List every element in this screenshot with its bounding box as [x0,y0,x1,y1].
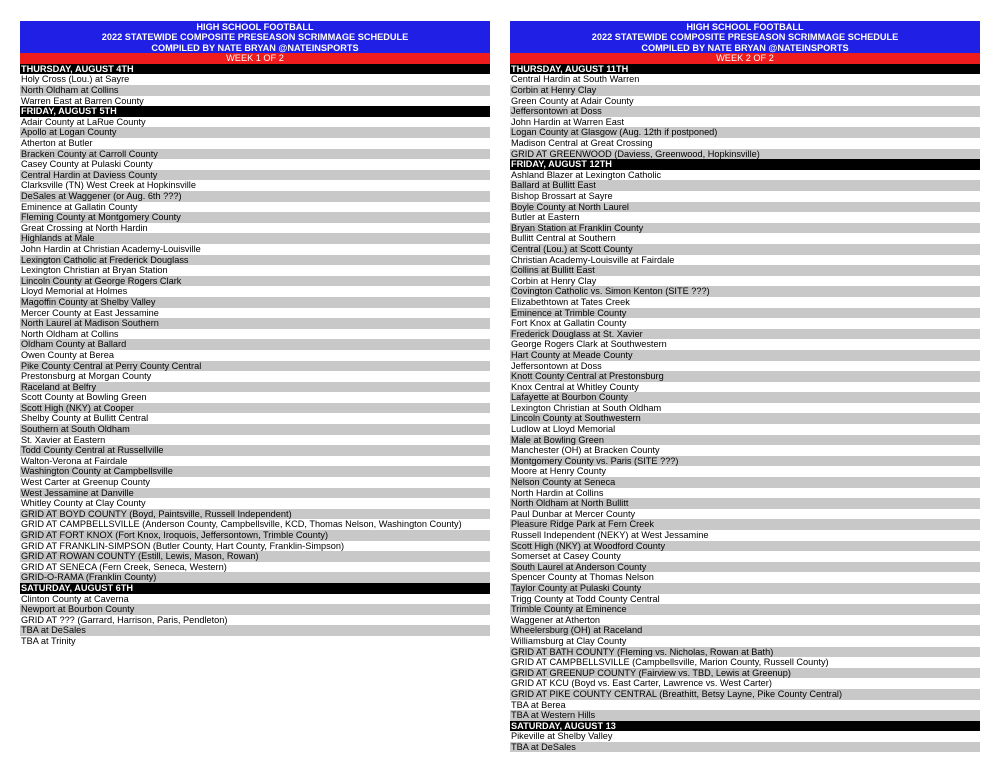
scrimmage-row: GRID AT CAMPBELLSVILLE (Campbellsville, Marion County, Russell County) [511,657,829,668]
scrimmage-row: Green County at Adair County [511,95,634,106]
scrimmage-row: George Rogers Clark at Southwestern [511,339,667,350]
scrimmage-row: Logan County at Glasgow (Aug. 12th if postponed) [510,127,980,138]
scrimmage-row: Fort Knox at Gallatin County [511,318,627,329]
scrimmage-row: Owen County at Berea [21,349,114,360]
scrimmage-row: Madison Central at Great Crossing [511,138,653,149]
scrimmage-row: North Oldham at North Bullitt [510,498,980,509]
scrimmage-row: Prestonsburg at Morgan County [21,371,152,382]
day-header: SATURDAY, AUGUST 13 [510,721,980,732]
scrimmage-row: Apollo at Logan County [20,127,490,138]
scrimmage-row: Magoffin County at Shelby Valley [20,297,490,308]
scrimmage-row: Frederick Douglass at St. Xavier [510,329,980,340]
scrimmage-row: Lafayette at Bourbon County [510,392,980,403]
scrimmage-row: Mercer County at East Jessamine [21,307,159,318]
scrimmage-row: GRID AT ??? (Garrard, Harrison, Paris, Pendleton) [21,614,228,625]
scrimmage-row: Central Hardin at South Warren [511,74,640,85]
scrimmage-row: Lexington Christian at Bryan Station [21,265,168,276]
scrimmage-row: Manchester (OH) at Bracken County [511,445,660,456]
header-subtitle: 2022 STATEWIDE COMPOSITE PRESEASON SCRIMMAGE SCHEDULE [591,32,899,43]
week-label: WEEK 1 OF 2 [20,53,490,64]
scrimmage-row: West Jessamine at Danville [20,488,490,499]
scrimmage-row: Fleming County at Montgomery County [20,212,490,223]
schedule-rows [20,64,490,647]
scrimmage-row: Elizabethtown at Tates Creek [511,296,630,307]
day-header: THURSDAY, AUGUST 11TH [510,64,980,75]
scrimmage-row: Atherton at Butler [21,138,93,149]
scrimmage-row: Butler at Eastern [511,212,580,223]
day-header: SATURDAY, AUGUST 6TH [20,583,490,594]
header-credit: COMPILED BY NATE BRYAN @NATEINSPORTS [641,42,849,53]
scrimmage-row: Warren East at Barren County [21,95,144,106]
scrimmage-row: Williamsburg at Clay County [511,635,627,646]
scrimmage-row: North Oldham at Collins [21,328,119,339]
day-header: FRIDAY, AUGUST 12TH [510,159,980,170]
scrimmage-row: Lincoln County at George Rogers Clark [20,276,490,287]
scrimmage-row: Highlands at Male [20,233,490,244]
scrimmage-row: GRID AT ROWAN COUNTY (Estill, Lewis, Mason, Rowan) [20,551,490,562]
scrimmage-row: Holy Cross (Lou.) at Sayre [21,74,130,85]
scrimmage-row: Shelby County at Bullitt Central [21,413,149,424]
scrimmage-row: Walton-Verona at Fairdale [21,455,128,466]
scrimmage-row: Covington Catholic vs. Simon Kenton (SITE ???) [510,286,980,297]
header-credit: COMPILED BY NATE BRYAN @NATEINSPORTS [151,42,359,53]
scrimmage-row: Nelson County at Seneca [510,477,980,488]
scrimmage-row: Pikeville at Shelby Valley [511,731,613,742]
scrimmage-row: GRID AT FRANKLIN-SIMPSON (Butler County, Hart County, Franklin-Simpson) [21,540,345,551]
scrimmage-row: Moore at Henry County [511,466,606,477]
scrimmage-row: TBA at DeSales [20,625,490,636]
scrimmage-row: Knott County Central at Prestonsburg [510,371,980,382]
scrimmage-row: Scott County at Bowling Green [21,392,147,403]
scrimmage-row: Corbin at Henry Clay [510,85,980,96]
scrimmage-row: TBA at Western Hills [510,710,980,721]
scrimmage-row: Wheelersburg (OH) at Raceland [510,625,980,636]
schedule-rows [510,64,980,753]
scrimmage-row: GRID-O-RAMA (Franklin County) [20,572,490,583]
scrimmage-row: Ashland Blazer at Lexington Catholic [511,169,662,180]
scrimmage-row: Hart County at Meade County [510,350,980,361]
scrimmage-row: Casey County at Pulaski County [21,159,153,170]
sheet-header [510,21,980,53]
scrimmage-row: Todd County Central at Russellville [20,445,490,456]
scrimmage-row: Bullitt Central at Southern [511,233,616,244]
scrimmage-row: Trigg County at Todd County Central [511,593,660,604]
scrimmage-row: West Carter at Greenup County [21,477,151,488]
scrimmage-row: TBA at Berea [511,699,566,710]
scrimmage-row: Great Crossing at North Hardin [21,222,148,233]
scrimmage-row: Russell Independent (NEKY) at West Jessamine [511,530,709,540]
scrimmage-row: Boyle County at North Laurel [510,202,980,213]
scrimmage-row: Lincoln County at Southwestern [510,413,980,424]
day-header: THURSDAY, AUGUST 4TH [20,64,490,75]
scrimmage-row: Lexington Christian at South Oldham [511,402,662,413]
header-subtitle: 2022 STATEWIDE COMPOSITE PRESEASON SCRIMMAGE SCHEDULE [101,32,409,43]
scrimmage-row: GRID AT FORT KNOX (Fort Knox, Iroquois, Jeffersontown, Trimble County) [20,530,490,541]
scrimmage-row: Bishop Brossart at Sayre [511,191,613,201]
scrimmage-row: Taylor County at Pulaski County [510,583,980,594]
scrimmage-row: Male at Bowling Green [510,435,980,446]
header-title: HIGH SCHOOL FOOTBALL [196,21,314,32]
scrimmage-row: Trimble County at Eminence [510,604,980,615]
scrimmage-row: Central Hardin at Daviess County [20,170,490,181]
scrimmage-row: Whitley County at Clay County [21,498,146,509]
header-title: HIGH SCHOOL FOOTBALL [686,21,804,32]
scrimmage-row: GRID AT PIKE COUNTY CENTRAL (Breathitt, Betsy Layne, Pike County Central) [510,689,980,700]
scrimmage-row: Christian Academy-Louisville at Fairdale [511,254,675,265]
scrimmage-row: Lexington Catholic at Frederick Douglass [20,255,490,266]
scrimmage-row: Paul Dunbar at Mercer County [511,508,636,519]
scrimmage-row: Southern at South Oldham [20,424,490,435]
scrimmage-row: North Oldham at Collins [20,85,490,96]
day-header: FRIDAY, AUGUST 5TH [20,106,490,117]
scrimmage-row: GRID AT BOYD COUNTY (Boyd, Paintsville, Russell Independent) [20,509,490,520]
scrimmage-row: North Hardin at Collins [511,487,604,498]
scrimmage-row: GRID AT BATH COUNTY (Fleming vs. Nicholas, Rowan at Bath) [510,647,980,658]
scrimmage-row: Jeffersontown at Doss [511,360,602,371]
scrimmage-row: Collins at Bullitt East [510,265,980,276]
scrimmage-row: Bryan Station at Franklin County [510,223,980,234]
scrimmage-row: TBA at Trinity [21,635,76,646]
scrimmage-row: Scott High (NKY) at Woodford County [510,541,980,552]
scrimmage-row: Bracken County at Carroll County [20,149,490,160]
scrimmage-row: South Laurel at Anderson County [510,562,980,573]
scrimmage-row: Ludlow at Lloyd Memorial [511,424,616,435]
scrimmage-row: Somerset at Casey County [511,551,621,562]
scrimmage-row: TBA at DeSales [510,742,980,753]
scrimmage-row: GRID AT KCU (Boyd vs. East Carter, Lawrence vs. West Carter) [511,678,772,689]
scrimmage-row: Pike County Central at Perry County Central [20,361,490,372]
scrimmage-row: GRID AT SENECA (Fern Creek, Seneca, Western) [21,561,227,572]
scrimmage-row: GRID AT CAMPBELLSVILLE (Anderson County, Campbellsville, KCD, Thomas Nelson, Washington County) [21,519,462,530]
scrimmage-row: Raceland at Belfry [20,382,490,393]
scrimmage-row: Spencer County at Thomas Nelson [511,572,654,583]
scrimmage-row: St. Xavier at Eastern [21,434,106,445]
scrimmage-row: Oldham County at Ballard [20,339,490,350]
scrimmage-row: North Laurel at Madison Southern [20,318,490,329]
scrimmage-row: John Hardin at Warren East [511,116,625,127]
scrimmage-row: Washington County at Campbellsville [20,466,490,477]
scrimmage-row: Scott High (NKY) at Cooper [20,403,490,414]
scrimmage-row: Eminence at Trimble County [510,308,980,319]
scrimmage-row: GRID AT GREENWOOD (Daviess, Greenwood, Hopkinsville) [510,149,980,160]
week-label: WEEK 2 OF 2 [510,53,980,64]
scrimmage-row: Clarksville (TN) West Creek at Hopkinsville [21,180,196,191]
schedule-sheet-week-2 [510,21,980,752]
scrimmage-row: GRID AT GREENUP COUNTY (Fairview vs. TBD, Lewis at Greenup) [510,668,980,679]
scrimmage-row: Central (Lou.) at Scott County [510,244,980,255]
scrimmage-row: Newport at Bourbon County [20,604,490,615]
scrimmage-row: Adair County at LaRue County [21,116,146,127]
scrimmage-row: Eminence at Gallatin County [21,201,138,212]
scrimmage-row: John Hardin at Christian Academy-Louisville [21,243,201,254]
scrimmage-row: DeSales at Waggener (or Aug. 6th ???) [20,191,490,202]
scrimmage-row: Pleasure Ridge Park at Fern Creek [510,519,980,530]
scrimmage-row: Clinton County at Caverna [21,593,129,604]
scrimmage-row: Lloyd Memorial at Holmes [21,286,128,297]
sheet-header [20,21,490,53]
scrimmage-row: Montgomery County vs. Paris (SITE ???) [510,456,980,467]
scrimmage-row: Ballard at Bullitt East [510,180,980,191]
schedule-sheet-week-1 [20,21,490,647]
scrimmage-row: Waggener at Atherton [511,614,601,625]
scrimmage-row: Corbin at Henry Clay [511,275,597,286]
scrimmage-row: Knox Central at Whitley County [511,381,639,392]
scrimmage-row: Jeffersontown at Doss [510,106,980,117]
